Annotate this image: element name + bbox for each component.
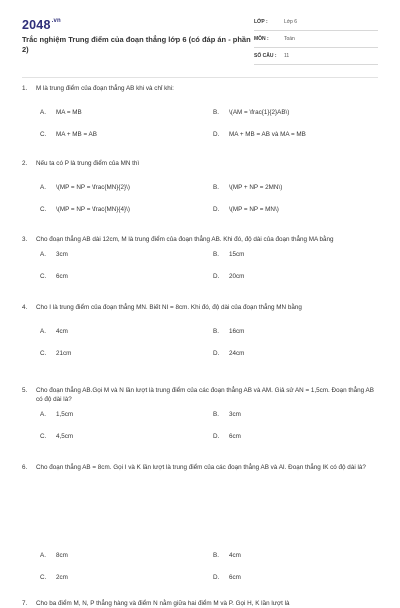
option-a[interactable]	[40, 109, 82, 116]
option-label: D.	[213, 433, 220, 440]
option-label: C.	[40, 433, 47, 440]
option-label: A.	[40, 109, 46, 116]
option-label: D.	[213, 131, 220, 138]
option-text: 1,5cm	[56, 411, 74, 418]
option-text: 6cm	[229, 574, 241, 581]
option-text: 6cm	[229, 433, 241, 440]
option-label: B.	[213, 251, 219, 258]
document-header	[22, 14, 378, 72]
option-label: A.	[40, 552, 46, 559]
option-label: B.	[213, 328, 219, 335]
option-label: A.	[40, 328, 46, 335]
option-c[interactable]	[40, 350, 71, 357]
option-label: C.	[40, 574, 47, 581]
answer-options	[22, 168, 378, 212]
question-2	[22, 159, 378, 212]
option-label: B.	[213, 552, 219, 559]
question-number: 4.	[22, 304, 28, 311]
answer-options	[22, 312, 378, 356]
question-number: 6.	[22, 464, 28, 471]
meta-value: 11	[284, 53, 290, 59]
option-text: 20cm	[229, 273, 245, 280]
option-a[interactable]	[40, 552, 68, 559]
option-a[interactable]	[40, 184, 130, 191]
option-text: MA + MB = AB	[56, 131, 97, 138]
option-label: A.	[40, 411, 46, 418]
question-prompt	[22, 84, 378, 93]
option-d[interactable]	[213, 350, 244, 357]
option-b[interactable]	[213, 184, 282, 191]
site-logo[interactable]	[22, 18, 61, 32]
option-label: B.	[213, 184, 219, 191]
meta-value: Lớp 6	[284, 19, 298, 25]
question-text: Nếu ta có P là trung điểm của MN thì	[36, 160, 140, 167]
question-number: 7.	[22, 600, 28, 607]
meta-value: Toán	[284, 36, 295, 42]
option-d[interactable]	[213, 206, 279, 213]
question-number: 3.	[22, 236, 28, 243]
option-label: A.	[40, 184, 46, 191]
option-text: \(MP + NP = 2MN\)	[229, 184, 283, 191]
header-divider	[22, 77, 378, 78]
meta-row-class	[254, 14, 378, 31]
document-title: Trắc nghiệm Trung điểm của đoạn thẳng lớp 6 (có đáp án - phần 2)	[22, 35, 251, 54]
question-prompt	[22, 235, 378, 244]
option-label: C.	[40, 350, 47, 357]
option-d[interactable]	[213, 433, 241, 440]
meta-key: LỚP :	[254, 19, 268, 25]
question-7	[22, 599, 378, 608]
option-label: D.	[213, 206, 220, 213]
option-d[interactable]	[213, 574, 241, 581]
question-text: Cho đoạn thẳng AB = 8cm. Gọi I và K lần lượt là trung điểm của các đoạn thẳng AB và AI. Đoạn thẳng IK có độ dài là?	[36, 464, 366, 471]
option-text: 3cm	[56, 251, 68, 258]
answer-options	[22, 472, 378, 583]
option-b[interactable]	[213, 552, 241, 559]
option-label: A.	[40, 251, 46, 258]
option-text: 6cm	[56, 273, 68, 280]
question-number: 2.	[22, 160, 28, 167]
option-text: 2cm	[56, 574, 68, 581]
option-d[interactable]	[213, 273, 244, 280]
option-label: D.	[213, 350, 220, 357]
option-label: D.	[213, 574, 220, 581]
option-b[interactable]	[213, 109, 289, 116]
answer-options	[22, 244, 378, 280]
option-c[interactable]	[40, 206, 130, 213]
option-c[interactable]	[40, 131, 97, 138]
question-prompt	[22, 599, 378, 608]
question-5	[22, 386, 378, 440]
option-b[interactable]	[213, 251, 244, 258]
question-3	[22, 235, 378, 280]
option-text: 21cm	[56, 350, 72, 357]
option-c[interactable]	[40, 574, 68, 581]
logo-tld: .vn	[51, 18, 61, 24]
question-6	[22, 463, 378, 583]
option-a[interactable]	[40, 251, 68, 258]
option-c[interactable]	[40, 433, 73, 440]
question-prompt	[22, 463, 378, 472]
option-text: 4cm	[56, 328, 68, 335]
answer-options	[22, 404, 378, 440]
question-text: Cho đoạn thẳng AB.Gọi M và N lần lượt là trung điểm của các đoạn thẳng AB và AM. Giả sử AN = 1,5cm. Đoạn thẳng AB có độ dài là?	[36, 387, 374, 403]
option-b[interactable]	[213, 411, 241, 418]
option-text: \(MP = NP = MN\)	[229, 206, 279, 213]
question-1	[22, 84, 378, 137]
question-text: Cho I là trung điểm của đoạn thẳng MN. Biết NI = 8cm. Khi đó, độ dài của đoạn thẳng MN bằng	[36, 304, 302, 311]
logo-text: 2048	[22, 18, 51, 32]
option-text: 3cm	[229, 411, 241, 418]
question-number: 1.	[22, 85, 28, 92]
meta-key: MÔN :	[254, 36, 269, 42]
option-a[interactable]	[40, 411, 73, 418]
answer-options	[22, 93, 378, 137]
question-text: M là trung điểm của đoạn thẳng AB khi và chỉ khi:	[36, 85, 174, 92]
option-text: 4,5cm	[56, 433, 74, 440]
question-prompt	[22, 303, 378, 312]
option-text: \(MP = NP = \frac{MN}{4}\)	[56, 206, 130, 213]
option-text: 15cm	[229, 251, 245, 258]
option-text: \(MP = NP = \frac{MN}{2}\)	[56, 184, 130, 191]
option-text: 16cm	[229, 328, 245, 335]
option-d[interactable]	[213, 131, 306, 138]
option-label: D.	[213, 273, 220, 280]
meta-key: SỐ CÂU :	[254, 53, 277, 59]
question-4	[22, 303, 378, 356]
option-label: C.	[40, 206, 47, 213]
option-text: MA + MB = AB và MA = MB	[229, 131, 306, 138]
question-prompt	[22, 159, 378, 168]
option-label: C.	[40, 131, 47, 138]
option-label: C.	[40, 273, 47, 280]
option-text: 24cm	[229, 350, 245, 357]
question-number: 5.	[22, 387, 28, 394]
question-list	[22, 84, 378, 608]
option-text: MA = MB	[56, 109, 82, 116]
option-text: 8cm	[56, 552, 68, 559]
option-a[interactable]	[40, 328, 68, 335]
meta-row-count	[254, 48, 378, 65]
option-text: 4cm	[229, 552, 241, 559]
option-label: B.	[213, 411, 219, 418]
option-b[interactable]	[213, 328, 244, 335]
option-c[interactable]	[40, 273, 68, 280]
question-prompt	[22, 386, 378, 404]
option-text: \(AM = \frac{1}{2}AB\)	[229, 109, 290, 116]
question-text: Cho đoạn thẳng AB dài 12cm, M là trung điểm của đoạn thẳng AB. Khi đó, độ dài của đoạn thẳng MA bằng	[36, 236, 334, 243]
document-meta	[254, 14, 378, 65]
option-label: B.	[213, 109, 219, 116]
meta-row-subject	[254, 31, 378, 48]
question-text: Cho ba điểm M, N, P thẳng hàng và điểm N nằm giữa hai điểm M và P. Gọi H, K lần lượt là	[36, 600, 290, 607]
